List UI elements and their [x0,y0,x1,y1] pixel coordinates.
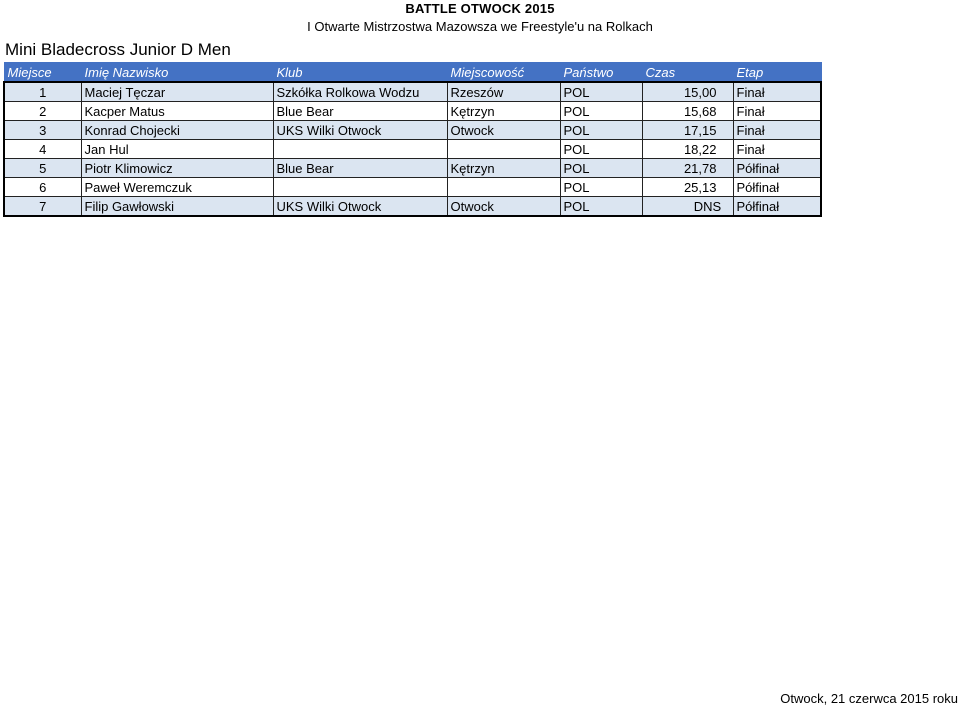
cell-name: Maciej Tęczar [81,82,273,102]
cell-name: Jan Hul [81,140,273,159]
cell-time: 25,13 [642,178,733,197]
cell-name: Filip Gawłowski [81,197,273,217]
cell-club: Szkółka Rolkowa Wodzu [273,82,447,102]
cell-name: Kacper Matus [81,102,273,121]
results-table-body [4,82,821,216]
cell-place: 7 [4,197,81,217]
cell-city: Otwock [447,121,560,140]
cell-city: Kętrzyn [447,159,560,178]
cell-country: POL [560,102,642,121]
cell-stage: Półfinał [733,159,821,178]
column-header-time: Czas [642,63,733,83]
cell-place: 3 [4,121,81,140]
table-row [4,121,821,140]
table-row [4,82,821,102]
footer-place-date: Otwock, 21 czerwca 2015 roku [780,691,958,706]
cell-city [447,178,560,197]
cell-time: 17,15 [642,121,733,140]
results-table-header [4,63,821,83]
cell-name: Piotr Klimowicz [81,159,273,178]
cell-country: POL [560,159,642,178]
cell-place: 6 [4,178,81,197]
header-row [4,63,821,83]
cell-city [447,140,560,159]
cell-club: Blue Bear [273,159,447,178]
cell-stage: Półfinał [733,178,821,197]
cell-place: 5 [4,159,81,178]
cell-place: 1 [4,82,81,102]
cell-stage: Finał [733,140,821,159]
table-row [4,197,821,217]
cell-country: POL [560,82,642,102]
cell-place: 4 [4,140,81,159]
column-header-club: Klub [273,63,447,83]
cell-time: DNS [642,197,733,217]
cell-city: Otwock [447,197,560,217]
cell-city: Rzeszów [447,82,560,102]
cell-time: 18,22 [642,140,733,159]
cell-time: 15,68 [642,102,733,121]
table-row [4,178,821,197]
cell-time: 21,78 [642,159,733,178]
column-header-place: Miejsce [4,63,81,83]
cell-stage: Finał [733,121,821,140]
cell-name: Paweł Weremczuk [81,178,273,197]
category-title: Mini Bladecross Junior D Men [5,40,231,59]
event-title: BATTLE OTWOCK 2015 [405,1,555,16]
table-row [4,140,821,159]
cell-stage: Półfinał [733,197,821,217]
cell-city: Kętrzyn [447,102,560,121]
cell-club: UKS Wilki Otwock [273,121,447,140]
column-header-stage: Etap [733,63,821,83]
cell-name: Konrad Chojecki [81,121,273,140]
cell-stage: Finał [733,102,821,121]
table-row [4,159,821,178]
cell-club: Blue Bear [273,102,447,121]
cell-country: POL [560,140,642,159]
column-header-country: Państwo [560,63,642,83]
cell-country: POL [560,178,642,197]
table-row [4,102,821,121]
cell-club [273,140,447,159]
cell-country: POL [560,197,642,217]
column-header-city: Miejscowość [447,63,560,83]
cell-place: 2 [4,102,81,121]
cell-country: POL [560,121,642,140]
cell-time: 15,00 [642,82,733,102]
results-table [3,62,822,217]
cell-club [273,178,447,197]
cell-stage: Finał [733,82,821,102]
event-subtitle: I Otwarte Mistrzostwa Mazowsza we Freestyle'u na Rolkach [307,19,653,34]
cell-club: UKS Wilki Otwock [273,197,447,217]
column-header-name: Imię Nazwisko [81,63,273,83]
